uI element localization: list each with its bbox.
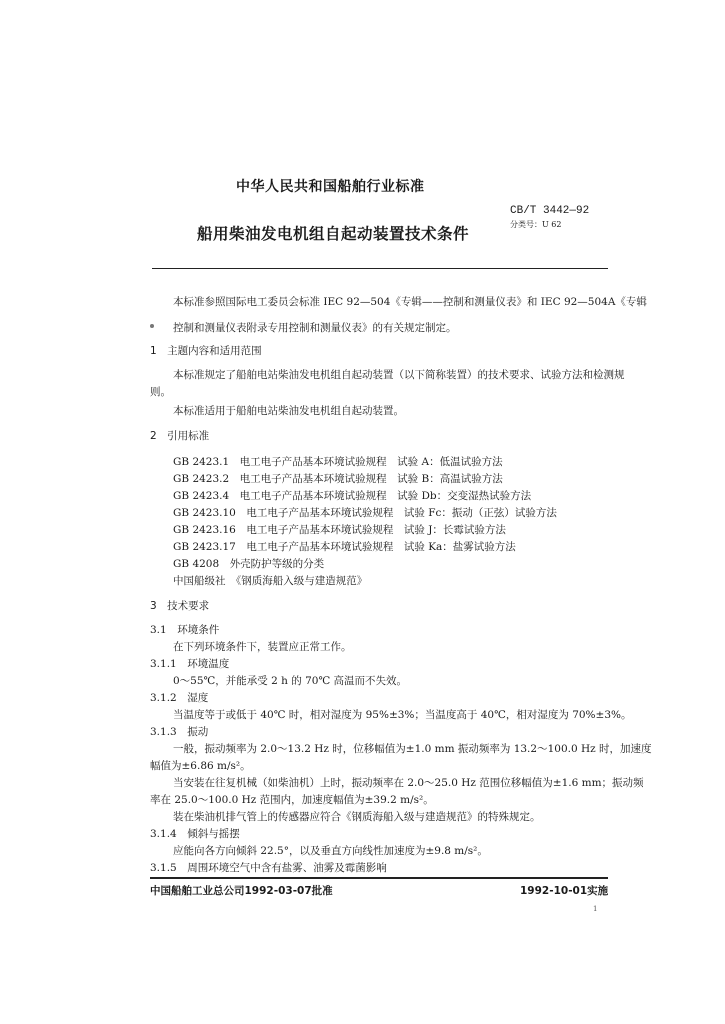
standard-code: CB/T 3442—92 [510, 205, 590, 217]
subsection-3-1-text: 在下列环境条件下，装置应正常工作。 [173, 641, 352, 653]
subsection-3-1-5-heading: 3.1.5 周围环境空气中含有盐雾、油雾及霉菌影响 [150, 862, 387, 874]
doc-title: 船用柴油发电机组自起动装置技术条件 [197, 225, 470, 243]
subsection-3-1-1-text: 0～55℃，并能承受 2 h 的 70℃ 高温而不失效。 [173, 675, 408, 687]
reference-item: GB 2423.1 电工电子产品基本环境试验规程 试验 A：低温试验方法 [173, 456, 503, 468]
reference-item: GB 2423.16 电工电子产品基本环境试验规程 试验 J：长霉试验方法 [173, 524, 506, 536]
subsection-3-1-4-heading: 3.1.4 倾斜与摇摆 [150, 828, 240, 840]
reference-item: GB 2423.4 电工电子产品基本环境试验规程 试验 Db：交变湿热试验方法 [173, 490, 532, 502]
scan-speck [150, 324, 154, 328]
subsection-3-1-3-heading: 3.1.3 振动 [150, 726, 209, 738]
section-2-heading: 2 引用标准 [150, 430, 210, 442]
intro-line-2: 控制和测量仪表附录专用控制和测量仪表》的有关规定制定。 [173, 322, 457, 334]
reference-item: 中国船级社 《钢质海船入级与建造规范》 [173, 575, 368, 587]
section-1-para-1-line-2: 则。 [150, 386, 171, 398]
header-divider [152, 268, 608, 269]
section-1-para-2: 本标准适用于船舶电站柴油发电机组自起动装置。 [173, 405, 404, 417]
reference-item: GB 2423.2 电工电子产品基本环境试验规程 试验 B：高温试验方法 [173, 473, 503, 485]
section-3-heading: 3 技术要求 [150, 600, 210, 612]
reference-item: GB 2423.10 电工电子产品基本环境试验规程 试验 Fc：振动（正弦）试验方法 [173, 507, 557, 519]
subsection-3-1-heading: 3.1 环境条件 [150, 624, 220, 636]
subsection-3-1-3-para-1-line-2: 幅值为±6.86 m/s²。 [150, 760, 251, 772]
page-number: 1 [593, 905, 598, 913]
effective-date: 1992-10-01实施 [520, 885, 609, 897]
subsection-3-1-4-text: 应能向各方向倾斜 22.5°，以及垂直方向线性加速度为±9.8 m/s²。 [173, 845, 488, 857]
subsection-3-1-1-heading: 3.1.1 环境温度 [150, 658, 230, 670]
reference-item: GB 4208 外壳防护等级的分类 [173, 558, 325, 570]
section-1-heading: 1 主题内容和适用范围 [150, 345, 262, 357]
footer-divider [150, 877, 608, 879]
subsection-3-1-2-heading: 3.1.2 湿度 [150, 692, 209, 704]
subsection-3-1-3-para-2-line-1: 当安装在往复机械（如柴油机）上时，振动频率在 2.0～25.0 Hz 范围位移幅值为±1.6 mm；振动频 [173, 777, 644, 789]
org-title: 中华人民共和国船舶行业标准 [236, 179, 425, 195]
reference-item: GB 2423.17 电工电子产品基本环境试验规程 试验 Ka：盐雾试验方法 [173, 541, 516, 553]
classification-code: 分类号：U 62 [510, 220, 562, 229]
subsection-3-1-2-text: 当温度等于或低于 40℃ 时，相对湿度为 95%±3%；当温度高于 40℃，相对湿度为 70%±3%。 [173, 709, 632, 721]
subsection-3-1-3-para-1-line-1: 一般，振动频率为 2.0～13.2 Hz 时，位移幅值为±1.0 mm 振动频率为 13.2～100.0 Hz 时，加速度 [173, 743, 652, 755]
approval-line: 中国船舶工业总公司1992-03-07批准 [150, 885, 333, 897]
subsection-3-1-3-para-3: 装在柴油机排气管上的传感器应符合《钢质海船入级与建造规范》的特殊规定。 [173, 811, 541, 823]
section-1-para-1-line-1: 本标准规定了船舶电站柴油发电机组自起动装置（以下简称装置）的技术要求、试验方法和检测规 [173, 369, 625, 381]
intro-line-1: 本标准参照国际电工委员会标准 IEC 92—504《专辑——控制和测量仪表》和 IEC 92—504A《专辑 [173, 296, 647, 308]
subsection-3-1-3-para-2-line-2: 率在 25.0～100.0 Hz 范围内，加速度幅值为±39.2 m/s²。 [150, 794, 434, 806]
